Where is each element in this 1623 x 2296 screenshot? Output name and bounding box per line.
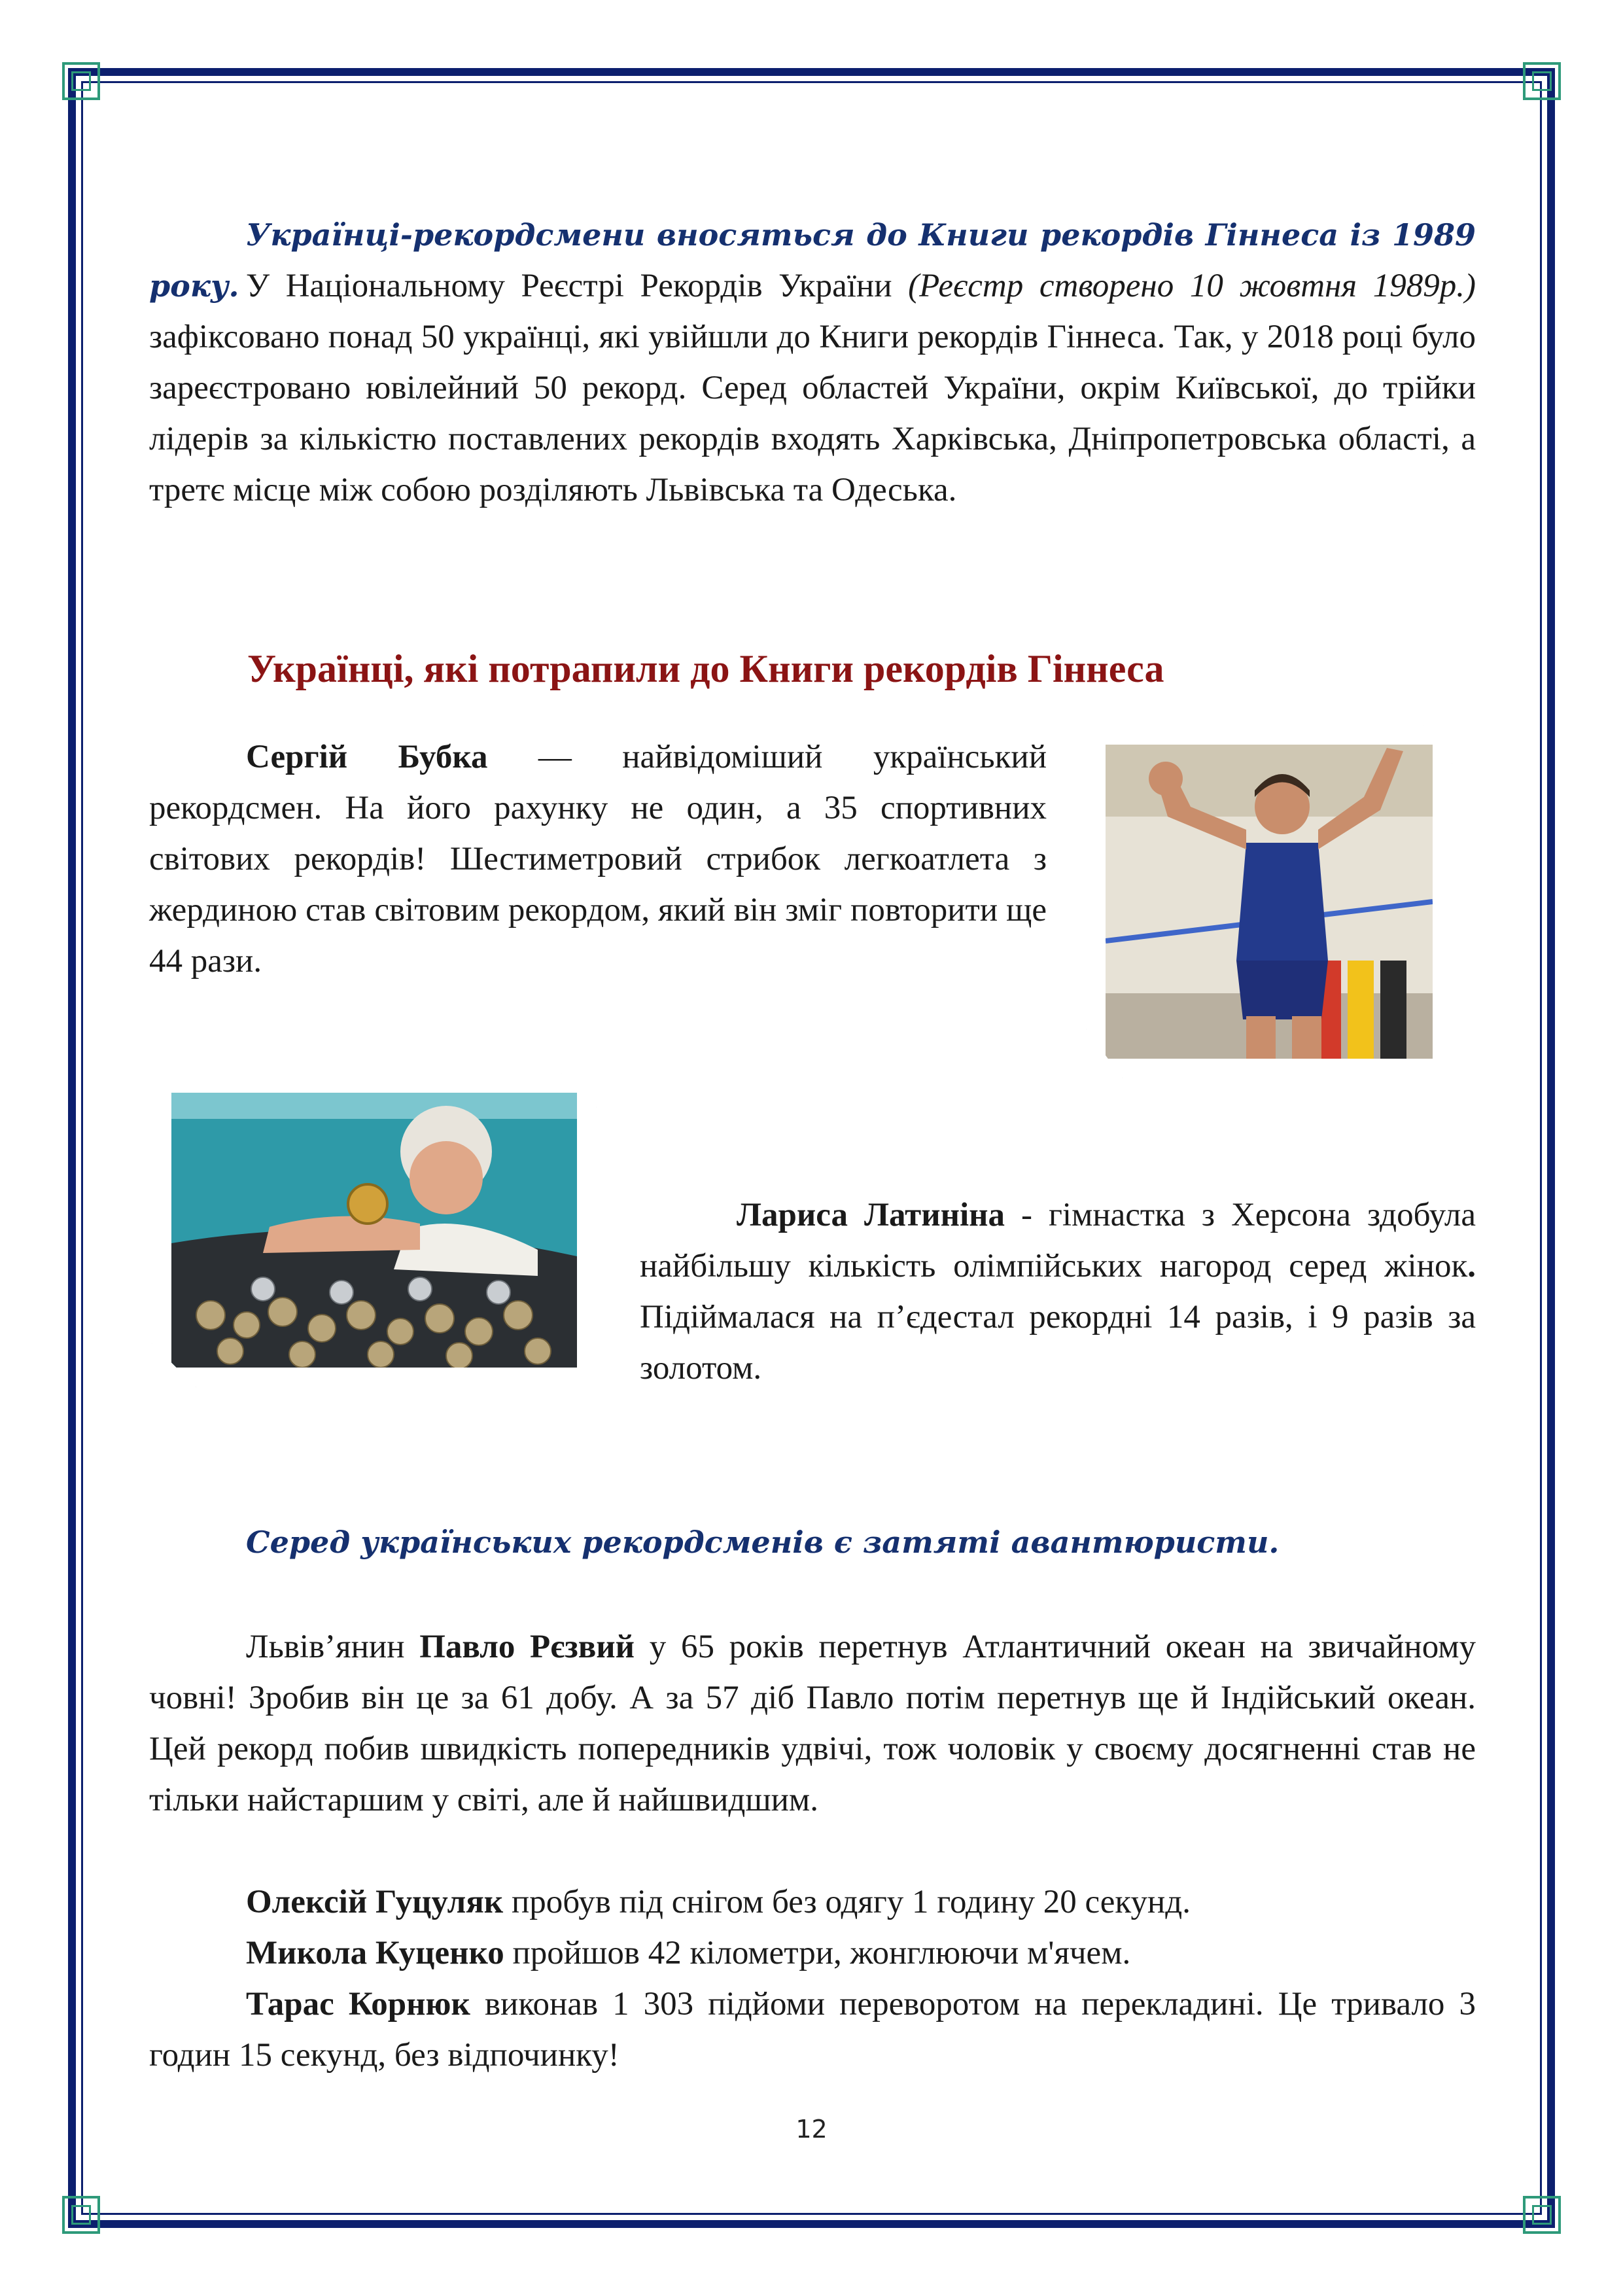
latynina-dot: .: [1467, 1248, 1476, 1284]
latynina-name: Лариса Латиніна: [737, 1197, 1005, 1233]
latynina-text-a: - гімнастка з Херсона здобула найбільшу кількість олімпійських нагород серед жінок: [640, 1197, 1476, 1284]
latynina-photo-image: [171, 1093, 577, 1368]
kutsenko-paragraph: [149, 1928, 1476, 1979]
kutsenko-text: пройшов 42 кілометри, жонглюючи м'ячем.: [504, 1935, 1131, 1971]
intro-lead-text: Українці-рекордсмени вносяться до Книги рекордів Гіннеса із 1989 року.: [149, 217, 1476, 304]
korniuk-text: виконав 1 303 підйоми переворотом на перекладині. Це тривало 3 годин 15 секунд, без відпочинку!: [149, 1986, 1476, 2074]
intro-paragraph: [149, 260, 1476, 516]
bubka-text: — найвідоміший український рекордсмен. На його рахунку не один, а 35 спортивних світових рекордів! Шестиметровий стрибок легкоатлета з жердиною став світовим рекордом, який він зміг повторити ще 44 рази.: [149, 739, 1047, 980]
korniuk-paragraph: [149, 1979, 1476, 2081]
bubka-photo-illustration: [1106, 745, 1433, 1059]
korniuk-name: Тарас Корнюк: [246, 1986, 470, 2022]
bubka-photo-image: [1106, 745, 1433, 1059]
hutsuliak-name: Олексій Гуцуляк: [246, 1884, 504, 1920]
bubka-name: Сергій Бубка: [246, 739, 488, 775]
section-heading: Українці, які потрапили до Книги рекордів Гіннеса: [247, 647, 1164, 690]
adventurers-lead: [149, 1517, 1476, 1568]
corner-ornament-top-right: [1523, 62, 1561, 100]
intro-registry-note: (Реєстр створено 10 жовтня 1989р.): [908, 268, 1476, 304]
adventurers-lead-text: Серед українських рекордсменів є затяті авантюристи.: [246, 1525, 1280, 1560]
rezvyi-paragraph: [149, 1621, 1476, 1826]
latynina-photo-illustration: [171, 1093, 577, 1368]
rezvyi-name: Павло Рєзвий: [419, 1629, 635, 1665]
bubka-paragraph: [149, 732, 1047, 987]
page-number: 12: [795, 2115, 828, 2144]
latynina-photo: [152, 1073, 597, 1387]
hutsuliak-text: пробув під снігом без одягу 1 годину 20 секунд.: [503, 1884, 1191, 1920]
corner-ornament-bottom-right: [1523, 2196, 1561, 2234]
hutsuliak-paragraph: [149, 1877, 1476, 1928]
intro-text-b: зафіксовано понад 50 українці, які увійшли до Книги рекордів Гіннеса. Так, у 2018 році було зареєстровано ювілейний 50 рекорд. Серед областей України, окрім Київської, до трійки лідерів за кількістю поставлених рекордів входять Харківська, Дніпропетровська області, а третє місце між собою розділяють Львівська та Одеська.: [149, 319, 1476, 508]
corner-ornament-bottom-left: [62, 2196, 100, 2234]
rezvyi-text-b: у 65 років перетнув Атлантичний океан на звичайному човні! Зробив він це за 61 добу. А за 57 діб Павло потім перетнув ще й Індійський океан. Цей рекорд побив швидкість попередників удвічі, тож чоловік у своєму досягненні став не тільки найстаршим у світі, але й найшвидшим.: [149, 1629, 1476, 1818]
kutsenko-name: Микола Куценко: [246, 1935, 504, 1971]
rezvyi-text-a: Львів’янин: [246, 1629, 420, 1665]
corner-ornament-top-left: [62, 62, 100, 100]
latynina-text-b: Підіймалася на п’єдестал рекордні 14 разів, і 9 разів за золотом.: [640, 1299, 1476, 1386]
intro-text-a: У Національному Реєстрі Рекордів України: [246, 268, 909, 304]
latynina-paragraph: [640, 1190, 1476, 1394]
bubka-photo: [1086, 725, 1452, 1078]
